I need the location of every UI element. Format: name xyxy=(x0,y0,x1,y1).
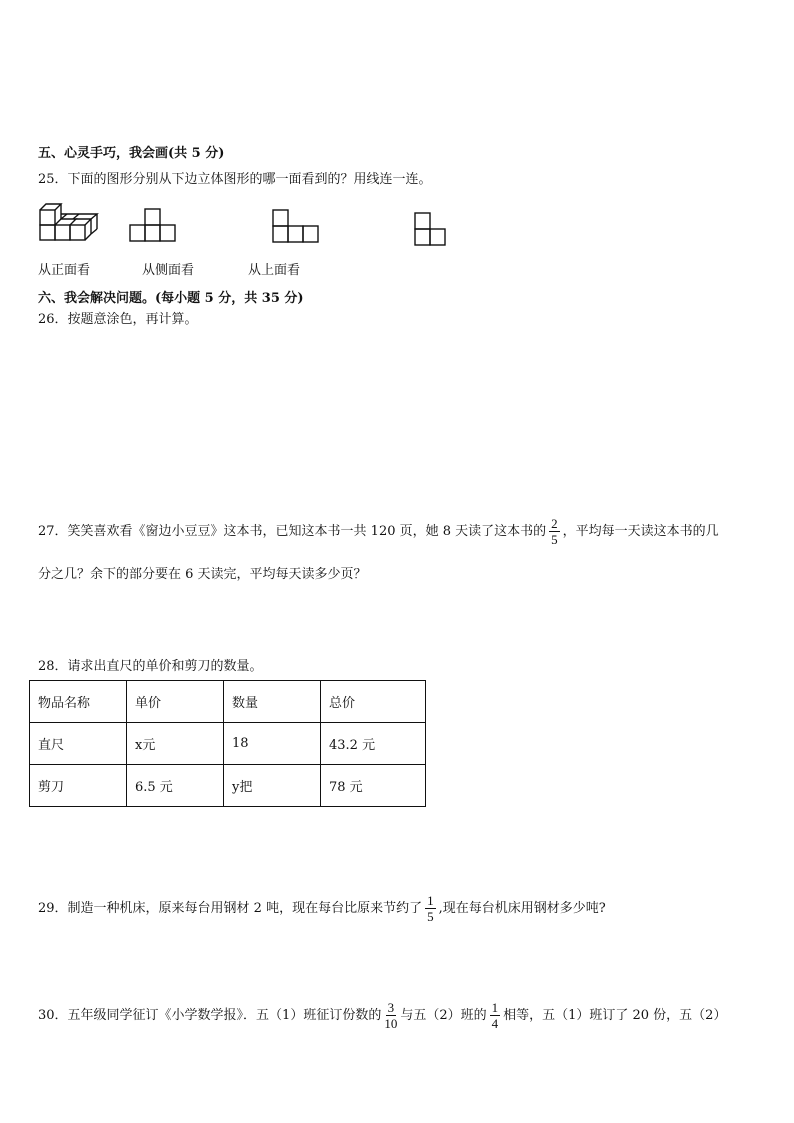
table-cell: 剪刀 xyxy=(30,765,127,807)
view-figure-3 xyxy=(414,212,448,246)
table-cell: x元 xyxy=(127,723,224,765)
question-29-part-2: ,现在每台机床用钢材多少吨? xyxy=(438,901,606,916)
table-row xyxy=(30,723,426,765)
section-6-heading: 六、我会解决问题。(每小题 5 分，共 35 分) xyxy=(38,291,304,306)
label-side-view: 从侧面看 xyxy=(142,263,195,278)
section-5-heading: 五、心灵手巧，我会画(共 5 分) xyxy=(38,146,225,161)
fraction-numerator: 2 xyxy=(551,516,558,531)
price-table xyxy=(29,680,426,807)
fraction-denominator: 5 xyxy=(427,909,434,924)
question-26-text: 26．按题意涂色，再计算。 xyxy=(38,312,198,327)
question-30-part-1: 30．五年级同学征订《小学数学报》．五（1）班征订份数的 xyxy=(38,1008,382,1023)
header-unit-price: 单价 xyxy=(127,681,224,723)
question-28-text: 28．请求出直尺的单价和剪刀的数量。 xyxy=(38,659,263,674)
question-30-text xyxy=(38,999,726,1033)
fraction-denominator: 5 xyxy=(551,532,558,547)
fraction-three-tenths xyxy=(384,1001,397,1030)
view-figure-1 xyxy=(129,208,177,242)
table-cell: 43.2 元 xyxy=(321,723,426,765)
header-quantity: 数量 xyxy=(224,681,321,723)
header-item-name: 物品名称 xyxy=(30,681,127,723)
fraction-one-quarter xyxy=(490,1001,501,1030)
table-row xyxy=(30,765,426,807)
question-25-text: 25．下面的图形分别从下边立体图形的哪一面看到的？用线连一连。 xyxy=(38,172,432,187)
table-cell: 18 xyxy=(224,723,321,765)
fraction-numerator: 3 xyxy=(387,1000,395,1015)
question-27-line-2: 分之几？余下的部分要在 6 天读完，平均每天读多少页？ xyxy=(38,567,367,582)
table-cell: y把 xyxy=(224,765,321,807)
table-cell: 6.5 元 xyxy=(127,765,224,807)
fraction-denominator: 10 xyxy=(384,1016,398,1031)
question-29-text xyxy=(38,892,606,926)
table-cell: 78 元 xyxy=(321,765,426,807)
view-figure-2 xyxy=(272,209,320,243)
fraction-denominator: 4 xyxy=(491,1016,499,1031)
fraction-numerator: 1 xyxy=(427,893,434,908)
fraction-one-fifth xyxy=(425,894,436,923)
label-front-view: 从正面看 xyxy=(38,263,91,278)
fraction-two-fifths xyxy=(549,517,560,546)
question-30-part-3: 相等，五（1）班订了 20 份，五（2） xyxy=(503,1008,727,1023)
table-cell: 直尺 xyxy=(30,723,127,765)
table-header-row xyxy=(30,681,426,723)
fraction-numerator: 1 xyxy=(491,1000,499,1015)
question-30-part-2: 与五（2）班的 xyxy=(400,1008,487,1023)
question-27-line-1 xyxy=(38,515,719,549)
label-top-view: 从上面看 xyxy=(248,263,301,278)
question-27-part-2: ，平均每一天读这本书的几 xyxy=(562,524,719,539)
header-total-price: 总价 xyxy=(321,681,426,723)
question-27-part-1: 27．笑笑喜欢看《窗边小豆豆》这本书，已知这本书一共 120 页，她 8 天读了这本书的 xyxy=(38,524,547,539)
cube-solid-figure xyxy=(39,202,101,243)
question-29-part-1: 29．制造一种机床，原来每台用钢材 2 吨，现在每台比原来节约了 xyxy=(38,901,423,916)
